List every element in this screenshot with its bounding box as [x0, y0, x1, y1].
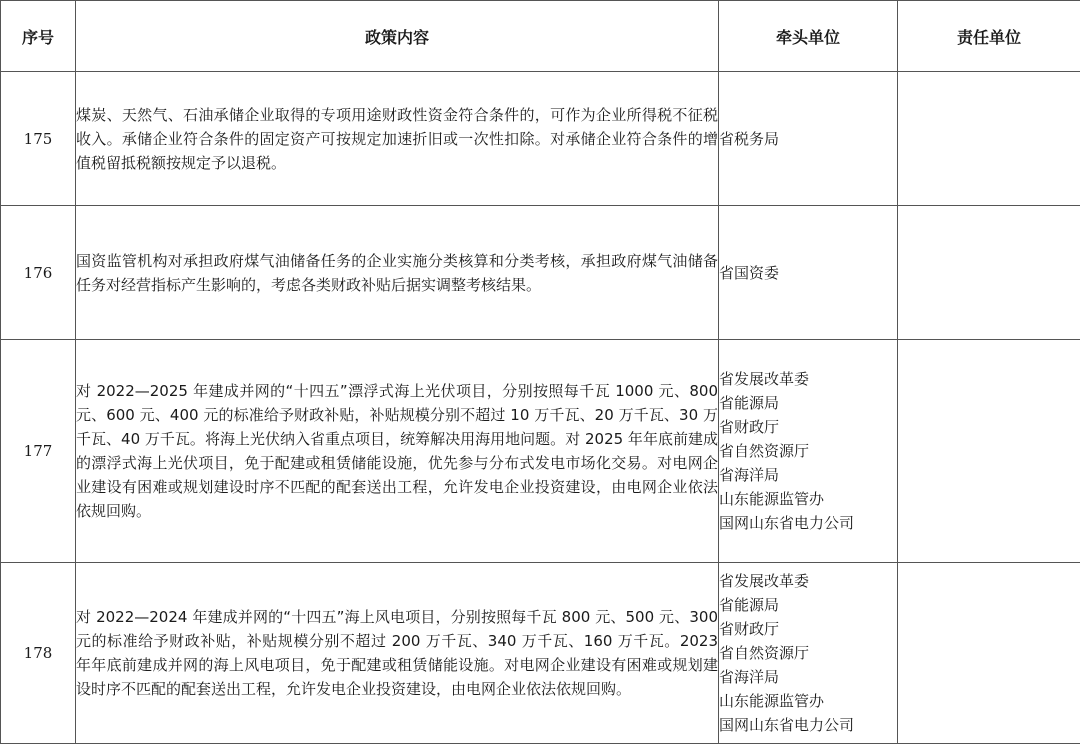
row-number: 177 — [1, 340, 76, 563]
row-number: 178 — [1, 563, 76, 744]
lead-unit: 省国资委 — [719, 206, 898, 340]
responsible-unit — [898, 340, 1080, 563]
table-row — [1, 563, 1080, 744]
table-row — [1, 340, 1080, 563]
responsible-unit — [898, 206, 1080, 340]
header-responsible: 责任单位 — [898, 1, 1080, 72]
responsible-unit — [898, 563, 1080, 744]
table-row — [1, 72, 1080, 206]
responsible-unit — [898, 72, 1080, 206]
lead-unit: 省发展改革委 省能源局 省财政厅 省自然资源厅 省海洋局 山东能源监管办 国网山东省电力公司 — [719, 563, 898, 744]
policy-content: 国资监管机构对承担政府煤气油储备任务的企业实施分类核算和分类考核，承担政府煤气油储备任务对经营指标产生影响的，考虑各类财政补贴后据实调整考核结果。 — [76, 206, 719, 340]
table-row — [1, 206, 1080, 340]
policy-content: 煤炭、天然气、石油承储企业取得的专项用途财政性资金符合条件的，可作为企业所得税不征税收入。承储企业符合条件的固定资产可按规定加速折旧或一次性扣除。对承储企业符合条件的增值税留抵税额按规定予以退税。 — [76, 72, 719, 206]
row-number: 175 — [1, 72, 76, 206]
header-num: 序号 — [1, 1, 76, 72]
policy-content: 对 2022—2025 年建成并网的“十四五”漂浮式海上光伏项目，分别按照每千瓦 1000 元、800 元、600 元、400 元的标准给予财政补贴，补贴规模分别不超过 10 万千瓦、20 万千瓦、30 万千瓦、40 万千瓦。将海上光伏纳入省重点项目，统筹解决用海用地问题。对 2025 年年底前建成的漂浮式海上光伏项目，免于配建或租赁储能设施，优先参与分布式发电市场化交易。对电网企业建设有困难或规划建设时序不匹配的配套送出工程，允许发电企业投资建设，由电网企业依法依规回购。 — [76, 340, 719, 563]
header-lead: 牵头单位 — [719, 1, 898, 72]
header-row — [1, 1, 1080, 72]
lead-unit: 省税务局 — [719, 72, 898, 206]
row-number: 176 — [1, 206, 76, 340]
lead-unit: 省发展改革委 省能源局 省财政厅 省自然资源厅 省海洋局 山东能源监管办 国网山东省电力公司 — [719, 340, 898, 563]
header-content: 政策内容 — [76, 1, 719, 72]
policy-content: 对 2022—2024 年建成并网的“十四五”海上风电项目，分别按照每千瓦 800 元、500 元、300 元的标准给予财政补贴，补贴规模分别不超过 200 万千瓦、340 万千瓦、160 万千瓦。2023 年年底前建成并网的海上风电项目，免于配建或租赁储能设施。对电网企业建设有困难或规划建设时序不匹配的配套送出工程，允许发电企业投资建设，由电网企业依法依规回购。 — [76, 563, 719, 744]
